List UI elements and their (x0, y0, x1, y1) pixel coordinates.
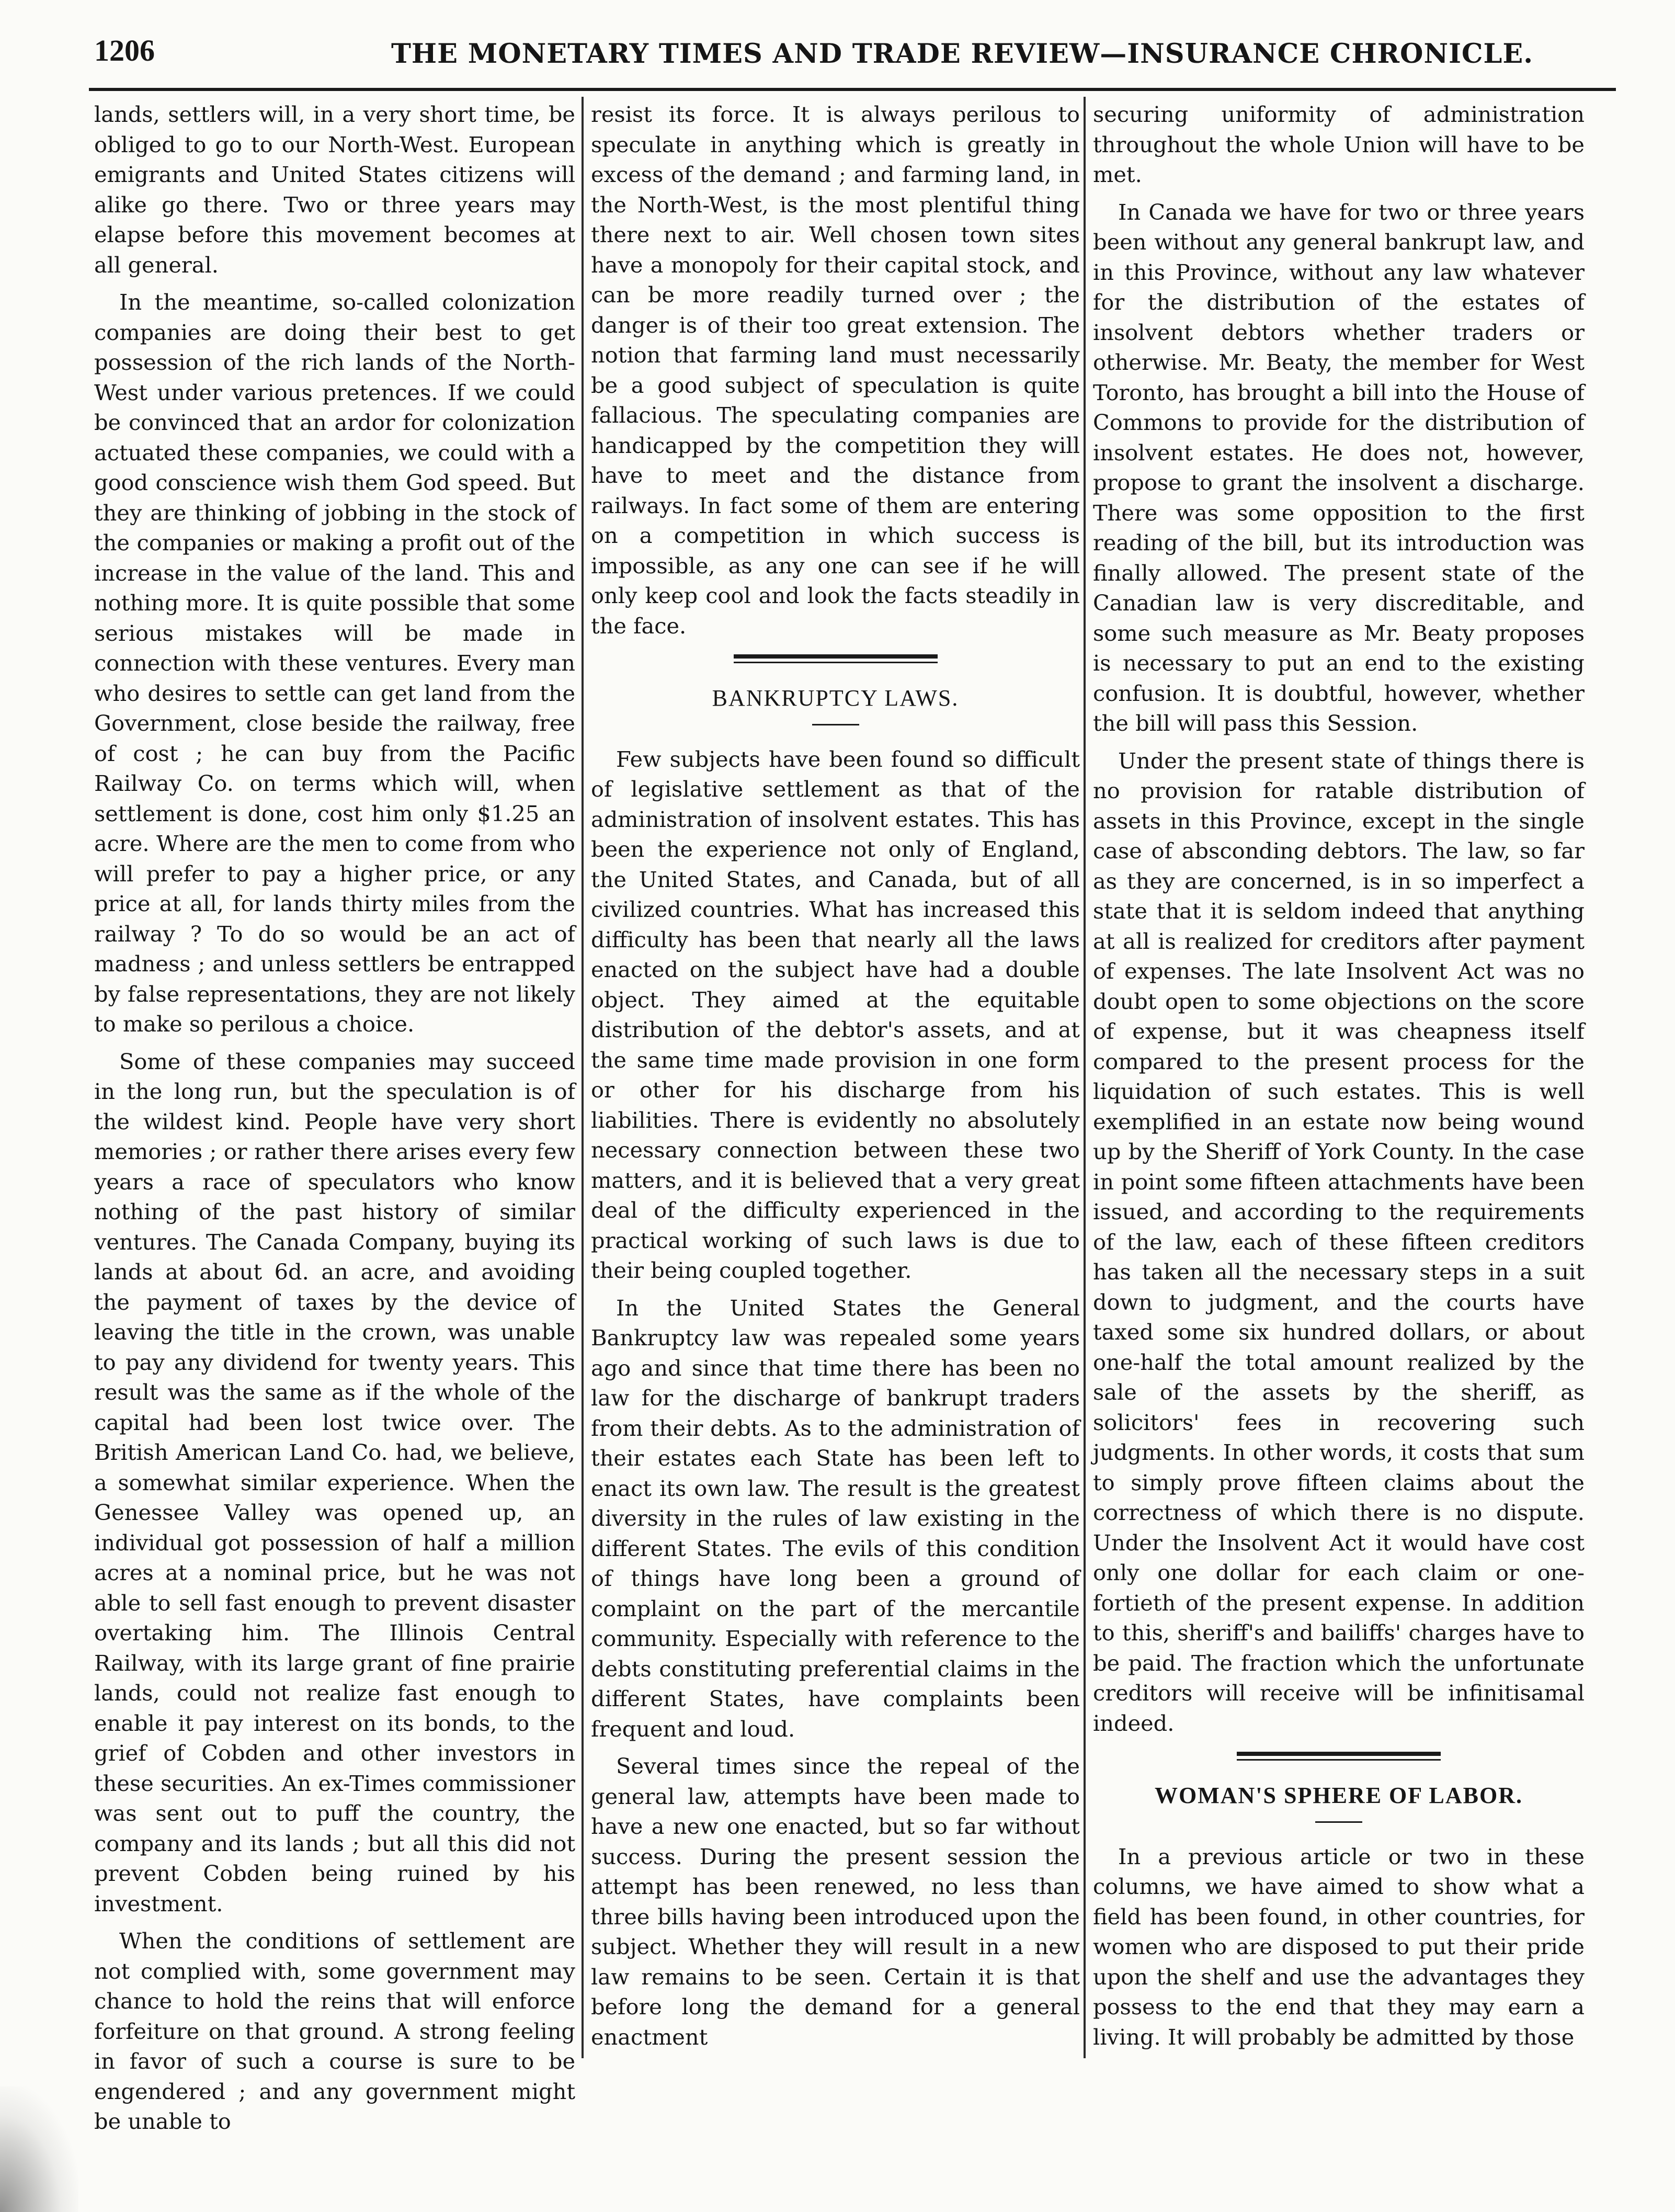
section-rule-thin (1237, 1759, 1441, 1761)
column-divider-1 (582, 97, 584, 2058)
paragraph: In a previous article or two in these columns, we have aimed to show what a field has been found, in other countries, for women who are disposed to put their pride upon the shelf and use the advantages they possess to the end that they may earn a living. It will probably be admitted by those (1093, 1843, 1585, 2050)
paragraph: resist its force. It is always perilous to speculate in anything which is greatly in excess of the demand ; and farming land, in the North-West, is the most plentiful thing there next to air. Well chosen town sites have a monopoly for their capital stock, and can be more readily turned over ; the danger is of their too great extension. The notion that farming land must necessarily be a good subject of speculation is quite fallacious. The speculating companies are handicapped by the competition they will have to meet and the distance from railways. In fact some of them are entering on a competition in which success is impossible, as any one can see if he will only keep cool and look the facts steadily in the face. (591, 101, 1080, 639)
section-rule (734, 654, 938, 659)
section-rule-thin (734, 662, 938, 663)
heading-underline (812, 724, 859, 725)
paragraph: In the United States the General Bankruptcy law was repealed some years ago and since that time there has been no law for the discharge of bankrupt traders from their debts. As to the administration of their estates each State has been left to enact its own law. The result is the greatest diversity in the rules of law existing in the different States. The evils of this condition of things have long been a ground of complaint on the part of the mercantile community. Especially with reference to the debts constituting preferential claims in the different States, have complaints been frequent and loud. (591, 1295, 1080, 1742)
section-heading-bankruptcy-laws: BANKRUPTCY LAWS. (712, 685, 959, 711)
paragraph: Several times since the repeal of the general law, attempts have been made to have a new one enacted, but so far without success. During the present session the attempt has been renewed, no less than three bills having been introduced upon the subject. Whether they will result in a new law remains to be seen. Certain it is that before long the demand for a general enactment (591, 1753, 1080, 2050)
paragraph: In Canada we have for two or three years been without any general bankrupt law, and in this Province, without any law whatever for the distribution of the estates of insolvent debtors whether traders or otherwise. Mr. Beaty, the member for West Toronto, has brought a bill into the House of Commons to provide for the distribution of insolvent estates. He does not, however, propose to grant the insolvent a discharge. There was some opposition to the first reading of the bill, but its introduction was finally allowed. The present state of the Canadian law is very discreditable, and some such measure as Mr. Beaty proposes is necessary to put an end to the existing confusion. It is doubtful, however, whether the bill will pass this Session. (1093, 199, 1585, 736)
column-3 (1093, 99, 1585, 2066)
paragraph: Under the present state of things there is no provision for ratable distribution of assets in this Province, except in the single case of absconding debtors. The law, so far as they are concerned, is in so imperfect a state that it is seldom indeed that anything at all is realized for creditors after payment of expenses. The late Insolvent Act was no doubt open to some objections on the score of expense, but it was cheapness itself compared to the present process for the liquidation of such estates. This is well exemplified in an estate now being wound up by the Sheriff of York County. In the case in point some fifteen attachments have been issued, and according to the requirements of the law, each of these fifteen creditors has taken all the necessary steps in a suit down to judgment, and the courts have taxed some six hundred dollars, or about one-half the total amount realized by the sale of the assets by the sheriff, as solicitors' fees in recovering such judgments. In other words, it costs that sum to simply prove fifteen claims about the correctness of which there is no dispute. Under the Insolvent Act it would have cost only one dollar for each claim or one-fortieth of the present expense. In addition to this, sheriff's and bailiffs' charges have to be paid. The fraction which the unfortunate creditors will receive will be infinitisamal indeed. (1093, 747, 1585, 1736)
paragraph: securing uniformity of administration throughout the whole Union will have to be met. (1093, 101, 1585, 187)
column-2 (591, 99, 1080, 2066)
running-head: THE MONETARY TIMES AND TRADE REVIEW—INSURANCE CHRONICLE. (391, 38, 1534, 70)
scan-shadow (0, 2086, 78, 2212)
section-rule (1237, 1752, 1441, 1756)
paragraph: In the meantime, so-called colonization companies are doing their best to get possession of the rich lands of the North-West under various pretences. If we could be convinced that an ardor for colonization actuated these companies, we could with a good conscience wish them God speed. But they are thinking of jobbing in the stock of the companies or making a profit out of the increase in the value of the land. This and nothing more. It is quite possible that some serious mistakes will be made in connection with these ventures. Every man who desires to settle can get land from the Government, close beside the railway, free of cost ; he can buy from the Pacific Railway Co. on terms which will, when settlement is done, cost him only $1.25 an acre. Where are the men to come from who will prefer to pay a higher price, or any price at all, for lands thirty miles from the railway ? To do so would be an act of madness ; and unless settlers be entrapped by false representations, they are not likely to make so perilous a choice. (94, 289, 575, 1037)
paragraph: lands, settlers will, in a very short time, be obliged to go to our North-West. European emigrants and United States citizens will alike go there. Two or three years may elapse before this movement becomes at all general. (94, 101, 575, 278)
page-header (89, 29, 1621, 86)
section-heading-womans-sphere: WOMAN'S SPHERE OF LABOR. (1155, 1783, 1523, 1808)
column-divider-2 (1084, 97, 1086, 2058)
paragraph: When the conditions of settlement are not complied with, some government may chance to hold the reins that will enforce forfeiture on that ground. A strong feeling in favor of such a course is sure to be engendered ; and any government might be unable to (94, 1928, 575, 2134)
header-rule (89, 88, 1616, 91)
page-number: 1206 (94, 33, 155, 67)
column-1 (94, 99, 575, 2134)
paragraph: Some of these companies may succeed in the long run, but the speculation is of the wildest kind. People have very short memories ; or rather there arises every few years a race of speculators who know nothing of the past history of similar ventures. The Canada Company, buying its lands at about 6d. an acre, and avoiding the payment of taxes by the device of leaving the title in the crown, was unable to pay any dividend for twenty years. This result was the same as if the whole of the capital had been lost twice over. The British American Land Co. had, we believe, a somewhat similar experience. When the Genessee Valley was opened up, an individual got possession of half a million acres at a nominal price, but he was not able to sell fast enough to prevent disaster overtaking him. The Illinois Central Railway, with its large grant of fine prairie lands, could not realize fast enough to enable it pay interest on its bonds, to the grief of Cobden and other investors in these securities. An ex-Times commissioner was sent out to puff the country, the company and its lands ; but all this did not prevent Cobden being ruined by his investment. (94, 1048, 575, 1916)
paragraph: Few subjects have been found so difficult of legislative settlement as that of the administration of insolvent estates. This has been the experience not only of England, the United States, and Canada, but of all civilized countries. What has increased this difficulty has been that nearly all the laws enacted on the subject have had a double object. They aimed at the equitable distribution of the debtor's assets, and at the same time made provision in one form or other for his discharge from his liabilities. There is evidently no absolutely necessary connection between these two matters, and it is believed that a very great deal of the difficulty experienced in the practical working of such laws is due to their being coupled together. (591, 746, 1080, 1283)
heading-underline (1315, 1821, 1362, 1823)
